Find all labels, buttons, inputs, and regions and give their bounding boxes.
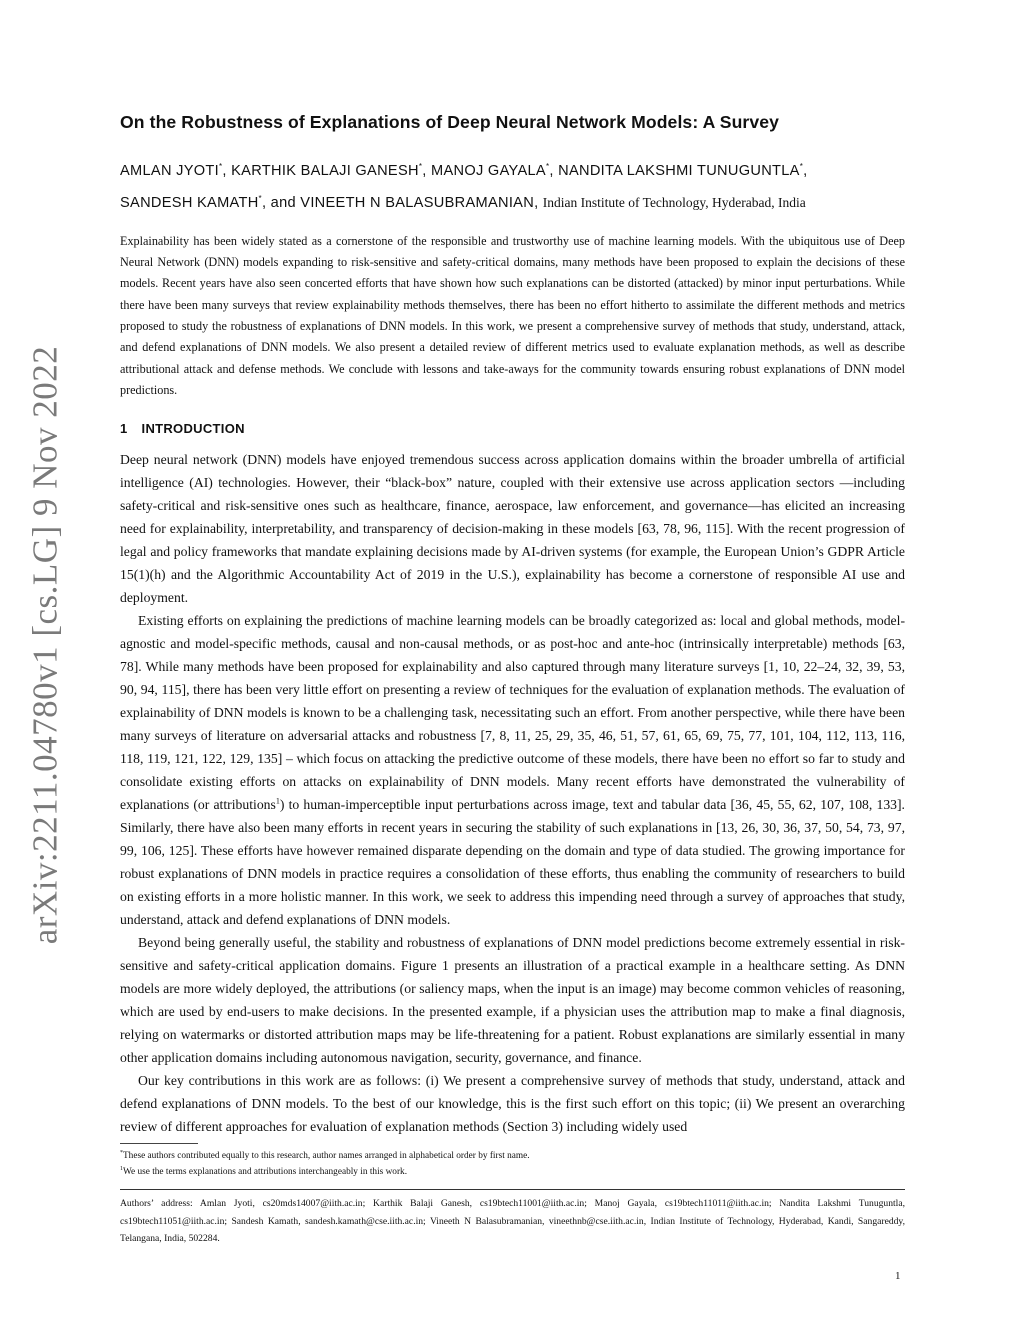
footnote-text: These authors contributed equally to this research, author names arranged in alphabetical order by first name. (123, 1151, 530, 1162)
footnote-reference[interactable]: 1 (275, 796, 280, 806)
author-name: SANDESH KAMATH (120, 194, 259, 211)
author-separator: , (549, 162, 559, 179)
paper-title: On the Robustness of Explanations of Deep Neural Network Models: A Survey (120, 112, 780, 132)
abstract: Explainability has been widely stated as a cornerstone of the responsible and trustworthy use of machine learning models. With the ubiquitous use of Deep Neural Network (DNN) models expanding to risk-sensitive and safety-critical domains, many methods have been proposed to explain the decisions of these models. Recent years have also seen concerted efforts that have shown how such explanations can be distorted (attacked) by minor input perturbations. While there have been many surveys that review explainability methods themselves, there has been no effort hitherto to assimilate the different methods and metrics proposed to study the robustness of explanations of DNN models. In this work, we present a comprehensive survey of methods that study, understand, attack, and defend explanations of DNN models. We also present a detailed review of different metrics used to evaluate explanation methods, as well as describe attributional attack and defense methods. We conclude with lessons and take-aways for the community towards ensuring robust explanations of DNN model predictions. (120, 233, 905, 397)
arxiv-identifier-stamp (23, 300, 67, 990)
section-heading (120, 421, 905, 436)
authors-address: Authors’ address: Amlan Jyoti, cs20mds14007@iith.ac.in; Karthik Balaji Ganesh, cs19btech11001@iith.ac.in; Manoj Gayala, cs19btech11011@iith.ac.in; Nandita Lakshmi Tunuguntla, cs19btech11051@iith.ac.in; Sandesh Kamath, sandesh.kamath@cse.iith.ac.in; Vineeth N Balasubramanian, vineethnb@cse.iith.ac.in, Indian Institute of Technology, Hyderabad, Kandi, Sangareddy, Telangana, India, 502284. (120, 1198, 905, 1245)
author-name: KARTHIK BALAJI GANESH (231, 162, 419, 179)
paragraph: Our key contributions in this work are as follows: (i) We present a comprehensive survey of methods that study, understand, attack and defend explanations of DNN models. To the best of our knowledge, this is the first such effort on this topic; (ii) We present an overarching review of different approaches for evaluation of explanation methods (Section 3) including widely used (120, 1073, 905, 1135)
footnote (120, 1147, 905, 1163)
section-body (120, 448, 905, 1138)
equal-contribution-mark: * (418, 162, 423, 171)
author-separator: , (803, 162, 808, 179)
paper-page (120, 112, 905, 1248)
paragraph-text: Existing efforts on explaining the predictions of machine learning models can be broadly categorized as: local and global methods, model-agnostic and model-specific methods, causal and non-causal methods, or as post-hoc and ante-hoc (intrinsically interpretable) methods [63, 78]. While many methods have been proposed for explainability and also captured through many literature surveys [1, 10, 22–24, 32, 39, 53, 90, 94, 115], there has been very little effort on presenting a review of techniques for the evaluation of explanation methods. The evaluation of explainability of DNN models is known to be a challenging task, necessitating such an effort. From another perspective, while there have been many surveys of literature on adversarial attacks and robustness [7, 8, 11, 25, 29, 35, 46, 51, 57, 61, 65, 69, 75, 77, 101, 104, 112, 113, 116, 118, 119, 121, 122, 129, 135] – which focus on attacking the predictive outcome of these models, there have been no effort so far to study and consolidate existing efforts on attacks on explainability of DNN models. Many recent efforts have demonstrated the vulnerability of explanations (or attributions (120, 613, 905, 813)
author-list (120, 153, 905, 217)
author-name: MANOJ GAYALA (430, 162, 546, 179)
equal-contribution-mark: * (258, 193, 262, 203)
footnote (120, 1163, 905, 1179)
equal-contribution-mark: * (219, 162, 223, 171)
author-name: NANDITA LAKSHMI TUNUGUNTLA (558, 162, 800, 179)
footnote-text: We use the terms explanations and attributions interchangeably in this work. (123, 1167, 408, 1178)
section-title: INTRODUCTION (141, 421, 245, 437)
address-divider (120, 1189, 905, 1190)
footnote-mark: * (120, 1150, 123, 1157)
affiliation: Indian Institute of Technology, Hyderabad, India (542, 194, 806, 210)
paragraph-text: ) to human-imperceptible input perturbations across image, text and tabular data [36, 45, 55, 62, 107, 108, 133]. Similarly, there have also been many efforts in recent years in securing the stability of such explanations in [13, 26, 30, 36, 37, 50, 54, 73, 97, 99, 106, 125]. These efforts have however remained disparate depending on the domain and type of data studied. The growing importance for robust explanations of DNN models in practice requires a consolidation of these efforts, thus enabling the community of researchers to build on existing efforts in a more holistic manner. In this work, we seek to address this impending need through a survey of approaches that study, understand, attack and defend explanations of DNN models. (120, 797, 905, 928)
equal-contribution-mark: * (545, 162, 550, 171)
author-name: VINEETH N BALASUBRAMANIAN (300, 194, 535, 211)
footnote-divider (120, 1143, 198, 1144)
author-separator: , (422, 162, 431, 179)
author-separator: , (222, 162, 232, 179)
author-separator: , (534, 194, 543, 211)
section-number: 1 (120, 421, 128, 437)
paragraph: Beyond being generally useful, the stability and robustness of explanations of DNN model predictions become extremely essential in risk-sensitive and safety-critical application domains. Figure 1 presents an illustration of a practical example in a healthcare setting. As DNN models are more widely deployed, the attributions (or saliency maps, when the input is an image) may become common vehicles of reasoning, which are used by end-users to make decisions. In the presented example, if a physician uses the attribution map to make a final diagnosis, relying on watermarks or distorted attribution maps may be life-threatening for a patient. Robust explanations are similarly essential in many other application domains including autonomous navigation, security, governance, and finance. (120, 935, 905, 1066)
paragraph (120, 609, 905, 931)
footnote-mark: 1 (120, 1166, 123, 1173)
author-separator: , and (261, 194, 301, 211)
author-name: AMLAN JYOTI (120, 162, 219, 179)
page-number: 1 (895, 1270, 901, 1282)
equal-contribution-mark: * (799, 162, 804, 171)
arxiv-identifier-text: arXiv:2211.04780v1 [cs.LG] 9 Nov 2022 (25, 345, 65, 945)
paragraph: Deep neural network (DNN) models have enjoyed tremendous success across application domains within the broader umbrella of artificial intelligence (AI) technologies. However, their “black-box” nature, coupled with their extensive use across application sectors —including safety-critical and risk-sensitive ones such as healthcare, finance, aerospace, law enforcement, and governance—has elicited an increasing need for explainability, interpretability, and transparency of decision-making in these models [63, 78, 96, 115]. With the recent progression of legal and policy frameworks that mandate explaining decisions made by AI-driven systems (for example, the European Union’s GDPR Article 15(1)(h) and the Algorithmic Accountability Act of 2019 in the U.S.), explainability has become a cornerstone of responsible AI use and deployment. (120, 452, 905, 606)
